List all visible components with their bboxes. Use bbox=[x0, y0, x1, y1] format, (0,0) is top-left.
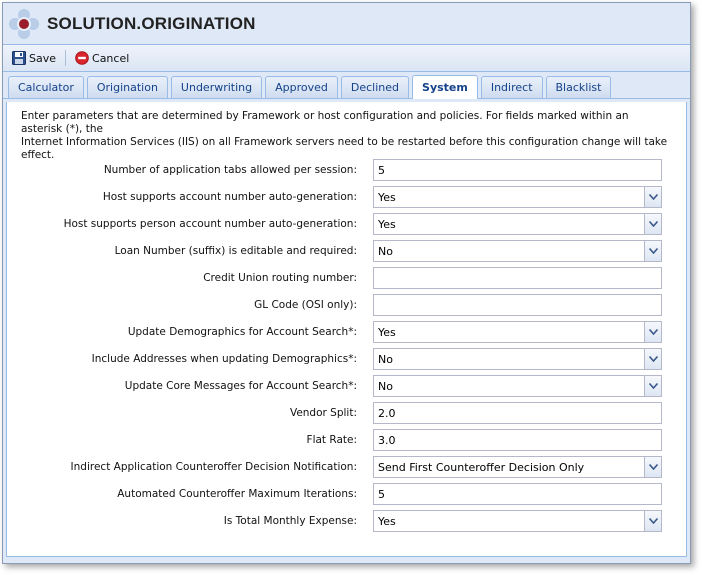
form-row bbox=[7, 319, 686, 346]
tab-blacklist[interactable]: Blacklist bbox=[546, 76, 612, 98]
settings-form bbox=[7, 157, 686, 535]
tab-bar bbox=[3, 72, 690, 99]
instructions-line-2: Internet Information Services (IIS) on all Framework servers need to be restarted before this configuration change will take effect. bbox=[21, 136, 668, 161]
tab-underwriting[interactable]: Underwriting bbox=[171, 76, 262, 98]
form-row bbox=[7, 238, 686, 265]
cancel-button[interactable] bbox=[72, 49, 132, 67]
chevron-down-icon[interactable] bbox=[644, 241, 661, 261]
save-button[interactable] bbox=[9, 49, 59, 67]
counteroffer-max-iterations-label: Automated Counteroffer Maximum Iterations: bbox=[117, 488, 357, 500]
chevron-down-icon[interactable] bbox=[644, 457, 661, 477]
counteroffer-notification-select[interactable] bbox=[373, 456, 662, 478]
tab-calculator[interactable]: Calculator bbox=[8, 76, 84, 98]
counteroffer-max-iterations-input[interactable]: 5 bbox=[373, 483, 662, 505]
select-value: No bbox=[378, 380, 393, 393]
update-demographics-select[interactable] bbox=[373, 321, 662, 343]
total-monthly-expense-select[interactable] bbox=[373, 510, 662, 532]
flat-rate-input[interactable]: 3.0 bbox=[373, 429, 662, 451]
account-autogen-label: Host supports account number auto-generation: bbox=[102, 191, 357, 203]
tab-system[interactable]: System bbox=[412, 75, 478, 99]
form-row bbox=[7, 211, 686, 238]
select-value: No bbox=[378, 245, 393, 258]
chevron-down-icon[interactable] bbox=[644, 214, 661, 234]
tab-approved[interactable]: Approved bbox=[265, 76, 338, 98]
title-bar bbox=[3, 3, 690, 44]
form-row bbox=[7, 454, 686, 481]
include-addresses-label: Include Addresses when updating Demographics*: bbox=[91, 353, 357, 365]
form-row bbox=[7, 265, 686, 292]
routing-number-label: Credit Union routing number: bbox=[203, 272, 357, 284]
tab-declined[interactable]: Declined bbox=[341, 76, 409, 98]
toolbar-separator bbox=[65, 50, 66, 66]
cancel-circle-icon bbox=[75, 51, 89, 65]
app-logo-icon bbox=[9, 9, 39, 39]
instructions-line-1: Enter parameters that are determined by Framework or host configuration and policies. For fields marked within an asterisk (*), the bbox=[21, 110, 629, 135]
form-row bbox=[7, 508, 686, 535]
form-row bbox=[7, 481, 686, 508]
toolbar bbox=[3, 44, 690, 72]
update-core-messages-label: Update Core Messages for Account Search*: bbox=[124, 380, 357, 392]
app-title: SOLUTION.ORIGINATION bbox=[47, 13, 256, 33]
tabs-per-session-input[interactable]: 5 bbox=[373, 159, 662, 181]
form-row bbox=[7, 400, 686, 427]
chevron-down-icon[interactable] bbox=[644, 349, 661, 369]
update-core-messages-select[interactable] bbox=[373, 375, 662, 397]
gl-code-input[interactable] bbox=[373, 294, 662, 316]
routing-number-input[interactable] bbox=[373, 267, 662, 289]
vendor-split-input[interactable]: 2.0 bbox=[373, 402, 662, 424]
cancel-button-label: Cancel bbox=[92, 51, 130, 65]
form-row bbox=[7, 157, 686, 184]
form-row bbox=[7, 346, 686, 373]
total-monthly-expense-label: Is Total Monthly Expense: bbox=[223, 515, 357, 527]
person-account-autogen-label: Host supports person account number auto-generation: bbox=[63, 218, 357, 230]
form-row bbox=[7, 427, 686, 454]
select-value: Yes bbox=[378, 515, 396, 528]
select-value: Yes bbox=[378, 191, 396, 204]
chevron-down-icon[interactable] bbox=[644, 187, 661, 207]
vendor-split-label: Vendor Split: bbox=[289, 407, 357, 419]
update-demographics-label: Update Demographics for Account Search*: bbox=[127, 326, 357, 338]
tab-indirect[interactable]: Indirect bbox=[481, 76, 543, 98]
loan-number-suffix-label: Loan Number (suffix) is editable and required: bbox=[114, 245, 357, 257]
system-settings-panel bbox=[6, 102, 687, 557]
select-value: No bbox=[378, 353, 393, 366]
flat-rate-label: Flat Rate: bbox=[306, 434, 357, 446]
floppy-disk-icon bbox=[12, 51, 26, 65]
chevron-down-icon[interactable] bbox=[644, 376, 661, 396]
counteroffer-notification-label: Indirect Application Counteroffer Decision Notification: bbox=[70, 461, 357, 473]
form-row bbox=[7, 292, 686, 319]
chevron-down-icon[interactable] bbox=[644, 511, 661, 531]
chevron-down-icon[interactable] bbox=[644, 322, 661, 342]
loan-number-suffix-select[interactable] bbox=[373, 240, 662, 262]
save-button-label: Save bbox=[29, 51, 57, 65]
select-value: Yes bbox=[378, 218, 396, 231]
tabs-per-session-label: Number of application tabs allowed per session: bbox=[103, 164, 357, 176]
form-row bbox=[7, 184, 686, 211]
tab-origination[interactable]: Origination bbox=[87, 76, 168, 98]
select-value: Send First Counteroffer Decision Only bbox=[378, 461, 585, 474]
include-addresses-select[interactable] bbox=[373, 348, 662, 370]
app-window bbox=[2, 2, 691, 564]
account-autogen-select[interactable] bbox=[373, 186, 662, 208]
select-value: Yes bbox=[378, 326, 396, 339]
person-account-autogen-select[interactable] bbox=[373, 213, 662, 235]
form-row bbox=[7, 373, 686, 400]
gl-code-label: GL Code (OSI only): bbox=[254, 299, 357, 311]
instructions-text bbox=[7, 102, 686, 162]
